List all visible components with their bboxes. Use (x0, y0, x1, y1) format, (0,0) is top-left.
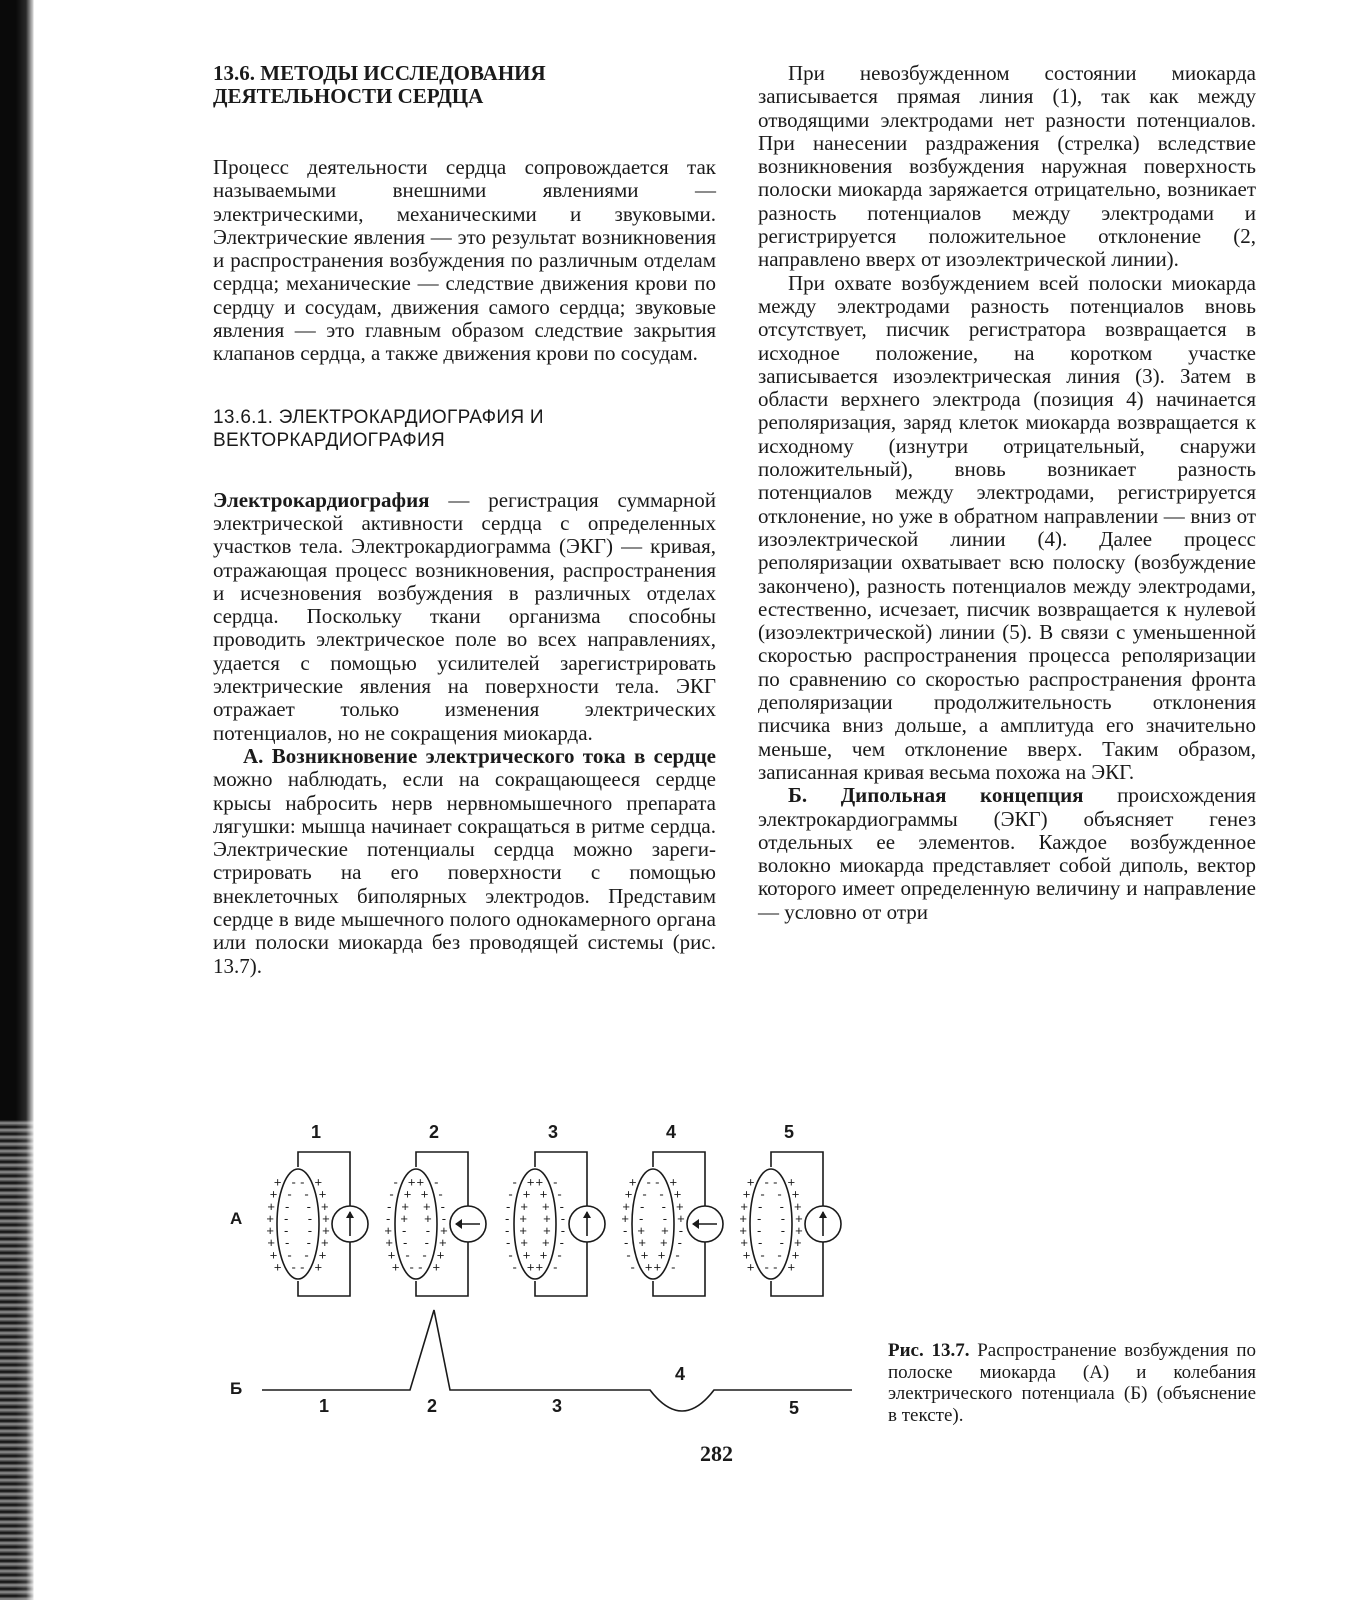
outer-charge: - (506, 1235, 511, 1251)
inner-charge: + (407, 1174, 416, 1190)
inner-charge: + (640, 1247, 649, 1263)
inner-charge: - (283, 1223, 289, 1239)
outer-charge: - (677, 1235, 682, 1251)
cell-number: 1 (310, 1122, 322, 1142)
inner-charge: + (539, 1247, 548, 1263)
inner-charge: - (640, 1198, 645, 1214)
inner-charge: - (424, 1235, 429, 1251)
inner-charge: - (405, 1247, 410, 1263)
inner-charge: - (780, 1210, 786, 1226)
outer-charge: - (441, 1210, 447, 1226)
inner-charge: + (638, 1235, 646, 1251)
outer-charge: + (266, 1210, 274, 1226)
inner-charge: + (644, 1259, 653, 1275)
inner-charge: - (779, 1198, 784, 1214)
row-b-label: Б (230, 1379, 243, 1398)
inner-charge: - (306, 1198, 311, 1214)
outer-charge: + (318, 1186, 327, 1202)
outer-charge: - (440, 1198, 445, 1214)
outer-charge: + (266, 1223, 274, 1239)
inner-charge: + (535, 1259, 544, 1275)
outer-charge: - (438, 1186, 443, 1202)
inner-charge: + (522, 1247, 531, 1263)
inner-charge: + (542, 1198, 550, 1214)
inner-charge: - (777, 1247, 782, 1263)
intro-paragraph: Процесс деятельности сердца сопровождается так называемыми внешними явлениями — электрическими, механическими и звуковыми. Электрические явления — это результат возникновения и распространения возбуждения по различным отделам сердца; механические — следствие движения крови по сердцу и сосудам, движения самого сердца; звуковые явления — это главным образом следствие закрытия клапанов сердца, а также движения крови по сосудам. (213, 155, 716, 366)
outer-charge: - (512, 1259, 517, 1275)
outer-charge: + (740, 1198, 748, 1214)
cell-number: 5 (783, 1122, 795, 1142)
outer-charge: + (267, 1235, 275, 1251)
inner-charge: - (403, 1235, 408, 1251)
inner-charge: - (638, 1210, 644, 1226)
needle-arrowhead (692, 1219, 699, 1229)
inner-charge: + (423, 1198, 431, 1214)
inner-charge: - (291, 1259, 296, 1275)
inner-charge: - (756, 1223, 762, 1239)
right-paragraph-2: При охвате возбуждением всей полоски миокарда между электродами разность потенциалов вновь отсутствует, писчик регистратора возвращается в исходное положение, на коротком участке записывается изоэлектрическая линия (3). Затем в области верхнего электрода (позиция 4) начинается реполяризация, заряд клеток миокарда возвращается к исходному (изнутри отрицательный, снаружи положительный), вновь возникает разность потенциалов между электродами, регистрируется отклонение, но уже в обратном направлении — вниз от изоэлектрической линии (4). Далее процесс реполяризации охватывает всю полоску (возбуждение закончено), разность потенциалов между электродами, естественно, исчезает, писчик возвращается к нулевой (изоэлектрической) линии (5). В связи с уменьшенной скоростью распространения процесса реполяризации по сравнению со скоростью распространения фронта деполяризации продолжительность отклонения писчика вниз дольше, а амплитуда его значительно меньше, чем отклонение вверх. Таким образом, записанная кривая весьма похожа на ЭКГ. (758, 270, 1256, 784)
outer-charge: - (385, 1210, 391, 1226)
outer-charge: - (557, 1186, 562, 1202)
inner-charge: + (401, 1198, 409, 1214)
outer-charge: + (739, 1223, 747, 1239)
inner-charge: - (780, 1223, 786, 1239)
row-a-label: А (230, 1209, 243, 1228)
inner-charge: + (653, 1259, 662, 1275)
inner-charge: - (291, 1174, 296, 1190)
section-b-paragraph (758, 784, 1256, 924)
trace-label: 4 (674, 1364, 686, 1384)
outer-charge: - (504, 1210, 510, 1226)
spacer (213, 108, 716, 156)
outer-charge: - (504, 1223, 510, 1239)
inner-charge: + (520, 1198, 528, 1214)
inner-charge: - (287, 1186, 292, 1202)
inner-charge: - (307, 1223, 313, 1239)
outer-charge: - (508, 1247, 513, 1263)
caption-text: Распространение возбуждения по полоске миокарда (А) и колебания электрического потенциала (Б) (объяснение в тексте). (888, 1340, 1256, 1426)
inner-charge: - (764, 1174, 769, 1190)
inner-charge: - (779, 1235, 784, 1251)
figure-13-7 (220, 1110, 880, 1430)
inner-charge: - (758, 1198, 763, 1214)
outer-charge: + (794, 1198, 802, 1214)
outer-charge: + (740, 1235, 748, 1251)
section-b-title: Б. Дипольная концепция (788, 783, 1084, 808)
inner-charge: - (659, 1186, 664, 1202)
inner-charge: + (542, 1235, 550, 1251)
needle-arrowhead (455, 1219, 462, 1229)
needle-arrowhead (583, 1211, 591, 1218)
outer-charge: + (739, 1210, 747, 1226)
outer-charge: - (678, 1223, 684, 1239)
outer-charge: - (559, 1235, 564, 1251)
outer-charge: + (742, 1186, 751, 1202)
inner-charge: - (307, 1210, 313, 1226)
inner-charge: + (526, 1174, 535, 1190)
inner-charge: - (287, 1247, 292, 1263)
inner-charge: + (539, 1186, 548, 1202)
right-column (758, 62, 1256, 924)
outer-charge: - (622, 1223, 628, 1239)
outer-charge: - (560, 1223, 566, 1239)
outer-charge: - (553, 1259, 558, 1275)
spacer (213, 366, 716, 406)
inner-charge: + (522, 1186, 531, 1202)
inner-charge: + (520, 1235, 528, 1251)
outer-charge: - (506, 1198, 511, 1214)
inner-charge: - (425, 1223, 431, 1239)
inner-charge: - (661, 1198, 666, 1214)
outer-charge: + (787, 1259, 796, 1275)
outer-charge: + (746, 1259, 755, 1275)
outer-charge: - (675, 1247, 680, 1263)
inner-charge: + (660, 1235, 668, 1251)
inner-charge: + (637, 1223, 645, 1239)
inner-charge: + (543, 1210, 551, 1226)
outer-charge: + (628, 1174, 637, 1190)
needle-arrowhead (819, 1211, 827, 1218)
inner-charge: + (416, 1174, 425, 1190)
right-paragraph-1: При невозбужденном состоянии миокарда записывается прямая линия (1), так как между отводящими электродами нет разности потенциалов. При нанесении раздражения (стрелка) вследствие возникновения возбуждения наружная поверхность полоски миокарда заряжается отрицательно, возникает разность потенциалов между электродами и регистрируется положительное отклонение (2, направлено вверх от изоэлектрической линии). (758, 61, 1256, 272)
inner-charge: - (401, 1223, 407, 1239)
inner-charge: - (758, 1235, 763, 1251)
outer-charge: + (322, 1223, 330, 1239)
scan-edge-noise (0, 1120, 40, 1600)
outer-charge: + (621, 1210, 629, 1226)
inner-charge: - (306, 1235, 311, 1251)
inner-charge: - (760, 1186, 765, 1202)
section-a-paragraph (213, 745, 716, 978)
inner-charge: - (773, 1174, 778, 1190)
cell-number: 2 (428, 1122, 440, 1142)
inner-charge: + (420, 1186, 429, 1202)
outer-charge: + (269, 1247, 278, 1263)
figure-caption (888, 1340, 1256, 1426)
trace-label: 2 (426, 1396, 438, 1416)
outer-charge: + (794, 1235, 802, 1251)
outer-charge: + (795, 1223, 803, 1239)
outer-charge: - (387, 1198, 392, 1214)
trace-label: 1 (318, 1396, 330, 1416)
outer-charge: + (432, 1259, 441, 1275)
inner-charge: - (764, 1259, 769, 1275)
outer-charge: + (387, 1247, 396, 1263)
outer-charge: + (669, 1174, 678, 1190)
outer-charge: + (321, 1198, 329, 1214)
left-column (213, 62, 716, 978)
outer-charge: - (512, 1174, 517, 1190)
outer-charge: + (436, 1247, 445, 1263)
outer-charge: - (626, 1247, 631, 1263)
outer-charge: + (677, 1210, 685, 1226)
outer-charge: - (553, 1174, 558, 1190)
outer-charge: - (624, 1235, 629, 1251)
section-a-title: А. Возникновение электрического тока в сердце (243, 743, 716, 768)
outer-charge: + (318, 1247, 327, 1263)
outer-charge: + (385, 1235, 393, 1251)
inner-charge: + (403, 1186, 412, 1202)
subsection-heading: 13.6.1. ЭЛЕКТРОКАРДИОГРАФИЯ И ВЕКТОРКАРДИОГРАФИЯ (213, 406, 544, 451)
inner-charge: + (424, 1210, 432, 1226)
outer-charge: + (314, 1174, 323, 1190)
spacer (213, 452, 716, 489)
outer-charge: - (671, 1259, 676, 1275)
inner-charge: - (422, 1247, 427, 1263)
inner-charge: - (662, 1210, 668, 1226)
section-b-text: происхождения электрокардиограммы (ЭКГ) объясняет генез отдельных ее элементов. Каждое возбужденное волокно миокарда представляет собой диполь, вектор которого имеет определенную величину и направление — условно от отри (758, 783, 1256, 924)
trace-label: 5 (788, 1398, 800, 1418)
ecg-definition-text: — регистрация суммарной электрической активности сердца с определенных участков тела. Электрокардиограмма (ЭКГ) — кривая, отражающая процесс возникновения, распространения и исчезновения возбуждения в различных отделах сердца. Поскольку ткани организма способны проводить электрическое поле во всех направлениях, удается с помощью усилителей зарегистрировать электрические явления на поверхности тела. ЭКГ отражает только изменения электрических потенциалов, но не сокращения миокарда. (213, 487, 716, 745)
outer-charge: + (384, 1223, 392, 1239)
inner-charge: - (409, 1259, 414, 1275)
inner-charge: + (657, 1247, 666, 1263)
outer-charge: + (673, 1186, 682, 1202)
inner-charge: - (646, 1174, 651, 1190)
inner-charge: + (519, 1223, 527, 1239)
inner-charge: - (300, 1259, 305, 1275)
inner-charge: - (285, 1198, 290, 1214)
inner-charge: - (773, 1259, 778, 1275)
cell-number: 3 (547, 1122, 559, 1142)
figure-diagram (220, 1110, 880, 1430)
inner-charge: - (283, 1210, 289, 1226)
outer-charge: + (322, 1210, 330, 1226)
outer-charge: + (273, 1174, 282, 1190)
outer-charge: + (795, 1210, 803, 1226)
outer-charge: - (557, 1247, 562, 1263)
inner-charge: - (756, 1210, 762, 1226)
inner-charge: + (400, 1210, 408, 1226)
outer-charge: + (440, 1223, 448, 1239)
inner-charge: + (519, 1210, 527, 1226)
outer-charge: - (393, 1174, 398, 1190)
inner-charge: - (642, 1186, 647, 1202)
outer-charge: + (622, 1198, 630, 1214)
inner-charge: - (418, 1259, 423, 1275)
outer-charge: + (676, 1198, 684, 1214)
inner-charge: + (535, 1174, 544, 1190)
inner-charge: - (777, 1186, 782, 1202)
section-heading: 13.6. МЕТОДЫ ИССЛЕДОВАНИЯ ДЕЯТЕЛЬНОСТИ СЕРДЦА (213, 61, 546, 108)
outer-charge: + (273, 1259, 282, 1275)
outer-charge: + (791, 1186, 800, 1202)
outer-charge: + (624, 1186, 633, 1202)
outer-charge: + (742, 1247, 751, 1263)
outer-charge: + (439, 1235, 447, 1251)
outer-charge: - (389, 1186, 394, 1202)
inner-charge: - (304, 1186, 309, 1202)
inner-charge: - (304, 1247, 309, 1263)
outer-charge: + (321, 1235, 329, 1251)
inner-charge: + (526, 1259, 535, 1275)
inner-charge: - (760, 1247, 765, 1263)
inner-charge: + (543, 1223, 551, 1239)
outer-charge: - (508, 1186, 513, 1202)
outer-charge: - (434, 1174, 439, 1190)
outer-charge: + (269, 1186, 278, 1202)
outer-charge: + (314, 1259, 323, 1275)
caption-label: Рис. 13.7. (888, 1340, 970, 1361)
needle-arrowhead (346, 1211, 354, 1218)
section-a-text: можно наблюдать, если на сокращающееся сердце крысы набросить нерв нервномышечного препарата лягушки: мышца начинает сокращаться в ритме сердца. Электрические потенциалы сердца можно зарегистрировать на его поверхности с помощью внеклеточных биполярных электродов. Представим сердце в виде мышечного полого однокамерного органа или полоски миокарда без проводящей системы (рис. 13.7). (213, 767, 716, 978)
inner-charge: - (655, 1174, 660, 1190)
outer-charge: - (559, 1198, 564, 1214)
outer-charge: + (787, 1174, 796, 1190)
ecg-definition-paragraph (213, 489, 716, 745)
trace-label: 3 (551, 1396, 563, 1416)
cell-number: 4 (665, 1122, 677, 1142)
outer-charge: + (791, 1247, 800, 1263)
outer-charge: + (391, 1259, 400, 1275)
ecg-term: Электрокардиография (213, 487, 430, 512)
inner-charge: - (285, 1235, 290, 1251)
page-number: 282 (700, 1441, 733, 1466)
outer-charge: - (560, 1210, 566, 1226)
inner-charge: + (661, 1223, 669, 1239)
outer-charge: + (746, 1174, 755, 1190)
outer-charge: + (267, 1198, 275, 1214)
inner-charge: - (300, 1174, 305, 1190)
outer-charge: - (630, 1259, 635, 1275)
